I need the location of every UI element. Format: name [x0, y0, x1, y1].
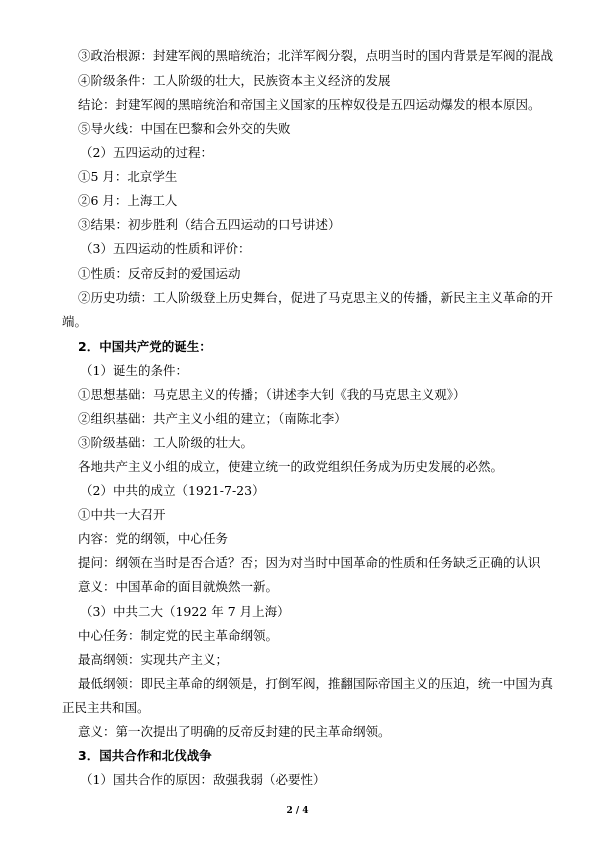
- text-line: ②历史功绩：工人阶级登上历史舞台，促进了马克思主义的传播，新民主主义革命的开: [78, 290, 554, 305]
- text-line: 正民主共和国。: [62, 700, 150, 715]
- text-line: （1）国共合作的原因：敌强我弱（必要性）: [80, 772, 326, 787]
- text-line: 提问：纲领在当时是否合适？否；因为对当时中国革命的性质和任务缺乏正确的认识: [78, 555, 541, 570]
- text-line: 各地共产主义小组的成立，使建立统一的政党组织任务成为历史发展的必然。: [78, 459, 504, 474]
- text-line: （2）中共的成立（1921-7-23）: [80, 483, 265, 498]
- text-line: 意义：中国革命的面目就焕然一新。: [78, 579, 279, 594]
- text-line: ①思想基础：马克思主义的传播；（讲述李大钊《我的马克思主义观》）: [78, 387, 466, 402]
- page-number: 2 / 4: [286, 806, 309, 816]
- text-line: 结论：封建军阀的黑暗统治和帝国主义国家的压榨奴役是五四运动爆发的根本原因。: [78, 97, 541, 112]
- text-line: （2）五四运动的过程：: [80, 145, 213, 160]
- text-line: ④阶级条件：工人阶级的壮大，民族资本主义经济的发展: [78, 73, 391, 88]
- section-heading: 2．中国共产党的诞生：: [78, 339, 212, 354]
- text-line: 中心任务：制定党的民主革命纲领。: [78, 628, 279, 643]
- text-line: ①性质：反帝反封的爱国运动: [78, 266, 241, 281]
- text-line: 内容：党的纲领，中心任务: [78, 531, 229, 546]
- text-line: ⑤导火线：中国在巴黎和会外交的失败: [78, 121, 291, 136]
- text-line: ①中共一大召开: [78, 507, 166, 522]
- text-line: （1）诞生的条件：: [80, 363, 188, 378]
- text-line: 端。: [62, 314, 88, 329]
- text-line: ②组织基础：共产主义小组的建立；（南陈北李）: [78, 411, 347, 426]
- text-line: （3）五四运动的性质和评价：: [80, 241, 251, 256]
- text-line: 最低纲领：即民主革命的纲领是，打倒军阀，推翻国际帝国主义的压迫，统一中国为真: [78, 676, 554, 691]
- text-line: （3）中共二大（1922 年 7 月上海）: [80, 604, 290, 619]
- text-line: ②6 月：上海工人: [78, 193, 178, 208]
- text-line: ①5 月：北京学生: [78, 169, 178, 184]
- text-line: ③政治根源：封建军阀的黑暗统治；北洋军阀分裂，点明当时的国内背景是军阀的混战: [78, 48, 554, 63]
- section-heading: 3．国共合作和北伐战争: [78, 748, 212, 763]
- text-line: 意义：第一次提出了明确的反帝反封建的民主革命纲领。: [78, 724, 391, 739]
- text-line: ③阶级基础：工人阶级的壮大。: [78, 435, 254, 450]
- text-line: ③结果：初步胜利（结合五四运动的口号讲述）: [78, 217, 341, 232]
- text-line: 最高纲领：实现共产主义；: [78, 652, 229, 667]
